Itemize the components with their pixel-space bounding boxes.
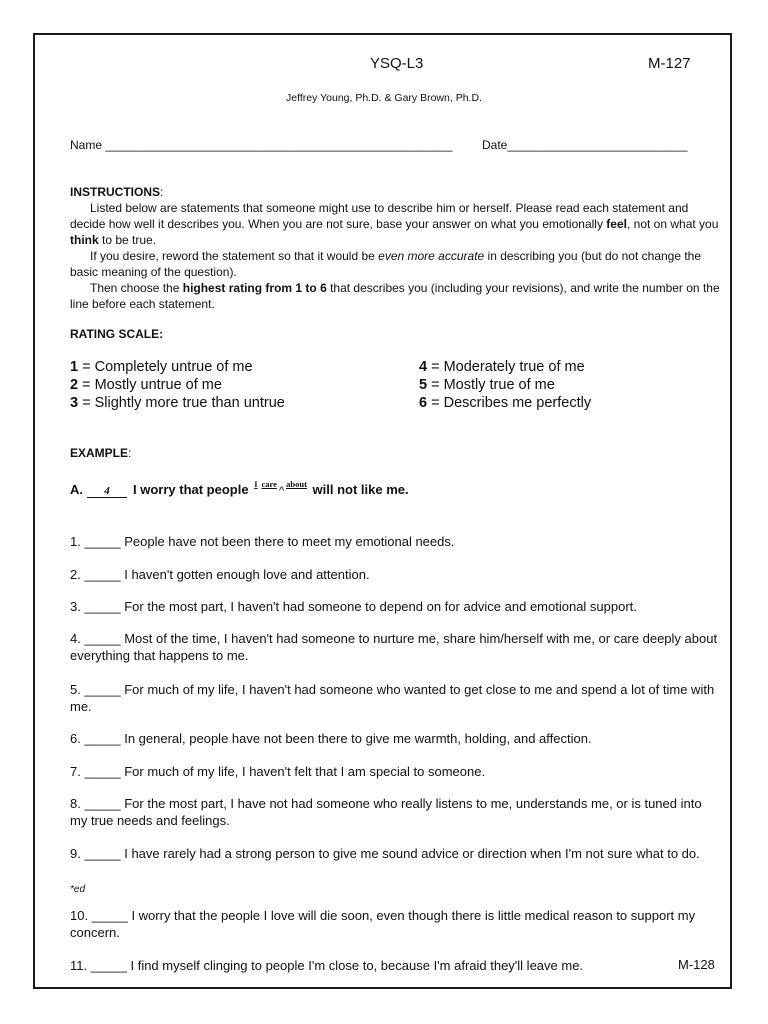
- questionnaire-item[interactable]: 8. _____ For the most part, I have not had someone who really listens to me, understands me, or is tuned into my true needs and feelings.: [70, 796, 702, 828]
- questionnaire-item[interactable]: 1. _____ People have not been there to meet my emotional needs.: [70, 534, 455, 549]
- rating-scale-item: 3 = Slightly more true than untrue: [70, 395, 285, 411]
- instructions-paragraph-2: If you desire, reword the statement so that it would be even more accurate in describing you (but do not change the basic meaning of the question).: [70, 249, 702, 279]
- example-answer: 4: [87, 485, 127, 498]
- footnote-marker: *ed: [70, 884, 86, 895]
- inserted-word: I: [254, 479, 258, 489]
- questionnaire-item[interactable]: 9. _____ I have rarely had a strong person to give me sound advice or direction when I'm not sure what to do.: [70, 846, 700, 861]
- instructions-heading: INSTRUCTIONS:: [70, 185, 164, 199]
- example-heading: EXAMPLE:: [70, 446, 132, 460]
- questionnaire-item[interactable]: 4. _____ Most of the time, I haven't had someone to nurture me, share him/herself with me, or care deeply about everything that happens to me.: [70, 631, 718, 663]
- questionnaire-item[interactable]: 11. _____ I find myself clinging to people I'm close to, because I'm afraid they'll leave me.: [70, 958, 584, 973]
- inserted-word: care: [261, 479, 277, 489]
- rating-scale-item: 6 = Describes me perfectly: [419, 395, 592, 411]
- questionnaire-item[interactable]: 7. _____ For much of my life, I haven't felt that I am special to someone.: [70, 764, 486, 779]
- instructions-paragraph-3: Then choose the highest rating from 1 to 6 that describes you (including your revisions), and write the number on the line before each statement.: [70, 281, 720, 311]
- instructions-paragraph-1: Listed below are statements that someone might use to describe him or herself. Please read each statement and decide how well it describes you. When you are not sure, base your answer on what you emotionally feel, not on what you think to be true.: [70, 201, 719, 247]
- inserted-word: about: [286, 479, 307, 489]
- date-field[interactable]: Date___________________________: [482, 138, 688, 152]
- rating-scale-heading: RATING SCALE:: [70, 327, 164, 341]
- form-code-bottom: M-128: [678, 957, 715, 972]
- rating-scale-item: 1 = Completely untrue of me: [70, 359, 253, 375]
- questionnaire-item[interactable]: 10. _____ I worry that the people I love will die soon, even though there is little medical reason to support my concern.: [70, 908, 696, 940]
- questionnaire-item[interactable]: 5. _____ For much of my life, I haven't had someone who wanted to get close to me and spend a lot of time with me.: [70, 682, 715, 714]
- example-item: A. 4 I worry that people I care^about will not like me.: [70, 479, 409, 497]
- rating-scale-item: 2 = Mostly untrue of me: [70, 377, 222, 393]
- questionnaire-item[interactable]: 3. _____ For the most part, I haven't had someone to depend on for advice and emotional support.: [70, 599, 637, 614]
- rating-scale-item: 4 = Moderately true of me: [419, 359, 585, 375]
- form-title: YSQ-L3: [370, 55, 424, 72]
- rating-scale-item: 5 = Mostly true of me: [419, 377, 555, 393]
- authors-line: Jeffrey Young, Ph.D. & Gary Brown, Ph.D.: [286, 92, 482, 104]
- insert-caret: ^: [278, 485, 285, 497]
- form-code-top: M-127: [648, 55, 691, 72]
- name-field[interactable]: Name ____________________________________________________: [70, 138, 453, 152]
- questionnaire-item[interactable]: 6. _____ In general, people have not been there to give me warmth, holding, and affection.: [70, 731, 592, 746]
- questionnaire-item[interactable]: 2. _____ I haven't gotten enough love and attention.: [70, 567, 370, 582]
